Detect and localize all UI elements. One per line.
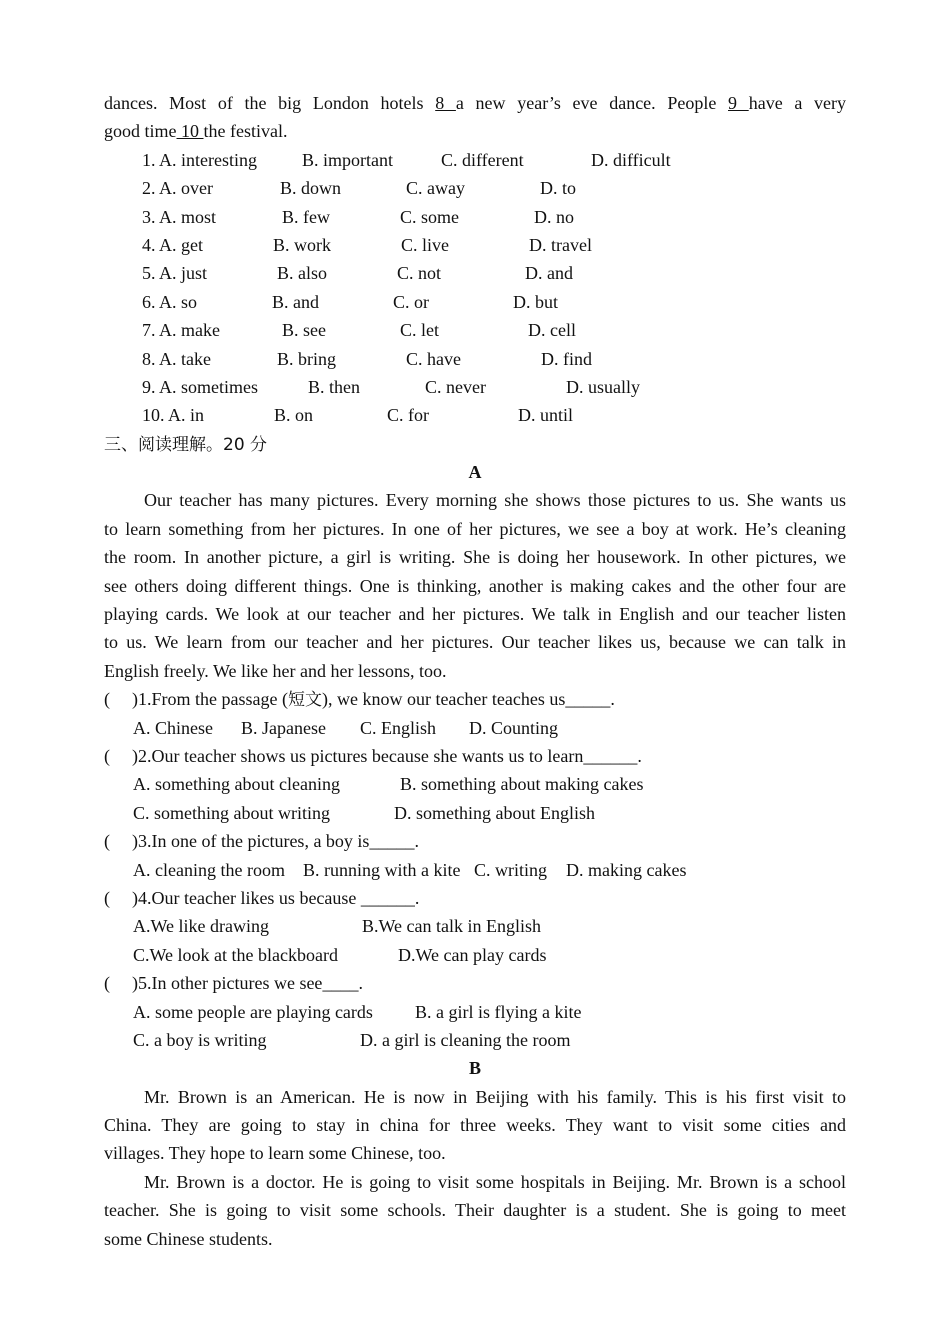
section-heading-text: 三、阅读理解。20 分 [104,434,268,455]
option-c: C. not [397,263,442,284]
option-d: D. a girl is cleaning the room [360,1029,571,1050]
cloze-option-row [104,373,846,401]
passage-a-line: the room. In another picture, a girl is writing. She is doing her housework. In other pictures, we [104,547,846,568]
passage-b-line: some Chinese students. [104,1228,273,1249]
answer-blank: ______ [360,887,415,908]
cloze-option-row [104,401,846,429]
cloze-text: a new year’s eve dance. People [455,93,729,113]
option-c: C.We look at the blackboard [133,944,338,965]
question-5 [104,969,846,997]
option-c: C. some [400,206,460,227]
option-b: B. also [277,263,328,284]
cloze-text: dances. Most of the big London hotels [104,93,436,113]
option-a: A. cleaning the room [133,859,285,880]
option-d: D. until [518,405,574,426]
option-b: B. on [274,405,314,426]
passage-b-title: B [468,1058,481,1079]
question-2-options [104,799,846,827]
passage-b-line: villages. They hope to learn some Chinese, too. [104,1143,446,1164]
passage-b-line: teacher. She is going to visit some schools. Their daughter is a student. She is going to meet [104,1200,846,1221]
passage-a-line: to us. We learn from our teacher and her pictures. Our teacher likes us, because we can talk in [104,632,846,653]
passage-a-line: English freely. We like her and her lessons, too. [104,660,447,681]
passage-a-line: playing cards. We look at our teacher and her pictures. We talk in English and our teacher listen [104,604,846,625]
answer-blank: _____ [565,689,611,710]
question-4-options [104,941,846,969]
option-a: A.We like drawing [133,916,270,937]
option-b: B. see [282,320,326,341]
passage-a-title: A [468,462,482,483]
option-c: C. away [406,178,465,199]
answer-blank: ____ [322,973,359,994]
option-d: D. difficult [591,149,671,170]
cloze-text: the festival. [203,121,288,142]
option-a: A. something about cleaning [133,774,340,795]
option-a: 3. A. most [142,206,217,227]
passage-b-line: China. They are going to stay in china for three weeks. They want to visit some cities and [104,1115,846,1136]
option-c: C. a boy is writing [133,1029,267,1050]
option-b: B. Japanese [241,717,326,738]
question-4-options [104,912,846,940]
option-d: D. something about English [394,802,595,823]
cloze-blank-9: 9 [728,93,749,113]
option-d: D. cell [528,320,576,341]
option-c: C. or [393,291,429,312]
answer-blank: ______ [583,745,638,766]
question-text: )4.Our teacher likes us because [132,887,361,908]
option-b: B. bring [277,348,337,369]
answer-paren[interactable]: ( [104,973,110,994]
option-d: D. no [534,206,574,227]
question-3-options [104,856,846,884]
question-2-options [104,770,846,798]
passage-a-line: Our teacher has many pictures. Every morning she shows those pictures to us. She wants us [144,490,846,511]
answer-paren[interactable]: ( [104,831,110,852]
cloze-option-row [104,203,846,231]
option-b: B. then [308,376,360,397]
question-end: . [414,831,419,852]
cloze-line-2 [104,117,846,145]
cloze-option-row [104,288,846,316]
option-c: C. live [401,234,449,255]
question-end: . [637,745,642,766]
question-1-options [104,714,846,742]
option-b: B. running with a kite [303,859,461,880]
option-c: C. different [441,149,524,170]
option-c: C. have [406,348,461,369]
option-d: D. travel [529,234,592,255]
question-text: ), we know our teacher teaches us [321,689,566,710]
option-d: D. making cakes [566,859,687,880]
option-a: 5. A. just [142,263,208,284]
option-d: D. and [525,263,573,284]
cloze-text: good time [104,121,177,142]
option-a: 2. A. over [142,178,213,199]
cloze-option-row [104,345,846,373]
question-5-options [104,998,846,1026]
answer-blank: _____ [369,831,415,852]
option-d: D. usually [566,376,640,397]
question-end: . [610,689,615,710]
answer-paren[interactable]: ( [104,689,110,710]
option-a: 1. A. interesting [142,149,257,170]
option-b: B. and [272,291,319,312]
option-c: C. English [360,717,437,738]
option-a: A. some people are playing cards [133,1001,373,1022]
question-text: )1.From the passage ( [132,689,288,710]
answer-paren[interactable]: ( [104,745,110,766]
option-d: D. but [513,291,558,312]
option-a: A. Chinese [133,717,213,738]
option-c: C. for [387,405,429,426]
option-b: B. a girl is flying a kite [415,1001,582,1022]
option-a: 4. A. get [142,234,203,255]
passage-b-line: Mr. Brown is a doctor. He is going to visit some hospitals in Beijing. Mr. Brown is a school [144,1171,846,1192]
cloze-blank-10: 10 [176,121,204,142]
cloze-option-row [104,146,846,174]
cloze-line-1 [104,89,846,117]
option-a: 10. A. in [142,405,205,426]
answer-paren[interactable]: ( [104,887,110,908]
option-a: 8. A. take [142,348,211,369]
question-text: )2.Our teacher shows us pictures because she wants us to learn [132,745,584,766]
option-d: D. find [541,348,592,369]
question-end: . [358,973,363,994]
page-content [104,89,846,1253]
question-1 [104,685,846,713]
option-c: C. something about writing [133,802,330,823]
question-end: . [414,887,420,908]
passage-a-line: to learn something from her pictures. In one of her pictures, we see a boy at work. He’s cleaning [104,518,846,539]
option-b: B.We can talk in English [362,916,542,937]
cloze-blank-8: 8 [435,93,456,113]
cloze-option-row [104,231,846,259]
option-c: C. never [425,376,486,397]
option-a: 7. A. make [142,320,220,341]
question-text-cn: 短文 [287,690,322,711]
option-c: C. let [400,320,439,341]
question-5-options [104,1026,846,1054]
question-3 [104,827,846,855]
option-c: C. writing [474,859,548,880]
question-4 [104,884,846,912]
section-heading [104,430,846,458]
cloze-option-row [104,259,846,287]
option-d: D. to [540,178,576,199]
option-d: D.We can play cards [398,944,547,965]
option-a: 6. A. so [142,291,198,312]
passage-b-line: Mr. Brown is an American. He is now in Beijing with his family. This is his first visit to [144,1086,846,1107]
option-b: B. down [280,178,342,199]
question-2 [104,742,846,770]
cloze-text: have a very [748,93,847,113]
cloze-option-row [104,316,846,344]
option-b: B. work [273,234,331,255]
option-b: B. important [302,149,393,170]
option-d: D. Counting [469,717,559,738]
option-b: B. few [282,206,330,227]
question-text: )3.In one of the pictures, a boy is [132,831,370,852]
passage-a-line: see others doing different things. One is thinking, another is making cakes and the other four are [104,575,846,596]
cloze-option-row [104,174,846,202]
option-b: B. something about making cakes [400,774,644,795]
option-a: 9. A. sometimes [142,376,258,397]
question-text: )5.In other pictures we see [132,973,323,994]
